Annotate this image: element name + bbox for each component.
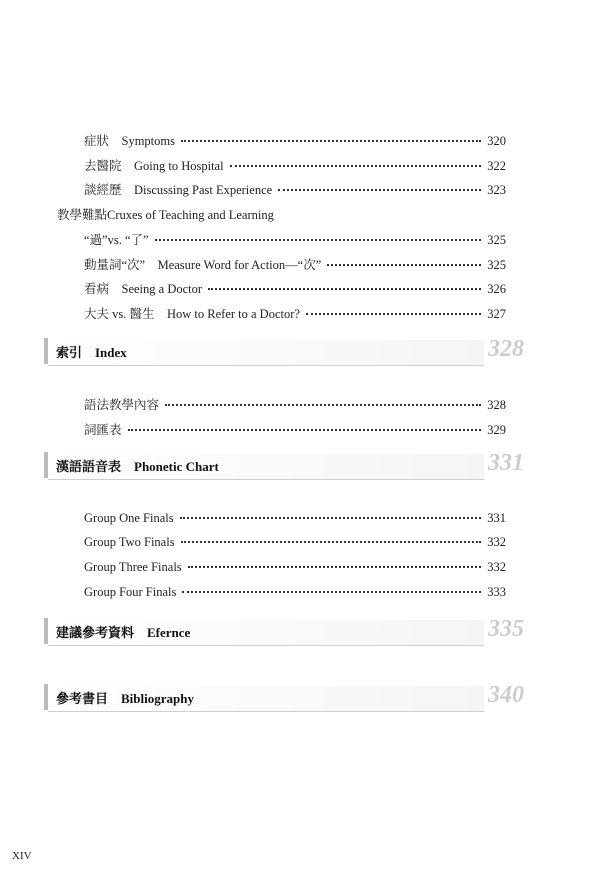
toc-entry-title: 症狀 Symptoms <box>84 134 175 148</box>
dot-leader <box>165 404 481 406</box>
toc-entry-page: 333 <box>487 585 506 599</box>
section-page: 328 <box>488 336 524 362</box>
toc-entry-title: Group Two Finals <box>84 535 175 549</box>
toc-entry-page: 322 <box>487 159 506 173</box>
dot-leader <box>155 239 482 241</box>
toc-entry <box>84 255 506 273</box>
dot-leader <box>128 429 482 431</box>
toc-entry-page: 328 <box>487 398 506 412</box>
dot-leader <box>182 591 481 593</box>
toc-entry <box>84 585 506 603</box>
toc-entry <box>84 420 506 438</box>
section-bar <box>44 452 48 478</box>
toc-entry-page: 325 <box>487 258 506 272</box>
section-page: 340 <box>488 682 524 708</box>
toc-entry-page: 331 <box>487 511 506 525</box>
toc-entry-page: 326 <box>487 282 506 296</box>
toc-entry-title: Group Four Finals <box>84 585 177 599</box>
dot-leader <box>188 566 482 568</box>
toc-entry-title: Group One Finals <box>84 511 174 525</box>
toc-entry <box>84 535 506 553</box>
section-label: 建議參考資料 Efernce <box>56 625 191 640</box>
section-label: 參考書目 Bibliography <box>56 691 194 706</box>
section-heading-phonetic-chart <box>44 450 524 480</box>
section-page: 331 <box>488 450 524 476</box>
section-heading-bibliography <box>44 682 524 712</box>
toc-entry <box>84 395 506 413</box>
section-heading-references <box>44 616 524 646</box>
section-rule <box>48 711 484 712</box>
section-bar <box>44 618 48 644</box>
page-folio: XIV <box>12 850 32 862</box>
section-heading-index <box>44 336 524 366</box>
toc-entry-page: 327 <box>487 307 506 321</box>
toc-entry-page: 332 <box>487 535 506 549</box>
toc-entry-title: 看病 Seeing a Doctor <box>84 282 203 296</box>
section-rule <box>48 645 484 646</box>
toc-entry-page: 325 <box>487 233 506 247</box>
dot-leader <box>327 264 481 266</box>
toc-entry-title: 動量詞“次” Measure Word for Action—“次” <box>84 258 322 272</box>
toc-entry <box>84 279 506 297</box>
toc-entry-page: 323 <box>487 183 506 197</box>
section-bar <box>44 684 48 710</box>
toc-entry <box>84 560 506 578</box>
toc-entry-title: “過”vs. “了” <box>84 233 149 247</box>
dot-leader <box>306 313 481 315</box>
toc-entry <box>84 180 506 198</box>
dot-leader <box>181 541 482 543</box>
dot-leader <box>208 288 481 290</box>
toc-entry-title: 去醫院 Going to Hospital <box>84 159 224 173</box>
toc-entry <box>84 511 506 529</box>
toc-entry <box>84 304 506 322</box>
toc-subheading: 教學難點Cruxes of Teaching and Learning <box>57 208 274 222</box>
toc-entry-title: 談經歷 Discussing Past Experience <box>84 183 273 197</box>
toc-entry <box>84 156 506 174</box>
section-rule <box>48 365 484 366</box>
dot-leader <box>181 140 481 142</box>
dot-leader <box>180 517 482 519</box>
toc-entry-title: 語法教學內容 <box>84 398 160 412</box>
toc-entry <box>84 230 506 248</box>
toc-entry-page: 329 <box>487 423 506 437</box>
section-bar <box>44 338 48 364</box>
section-label: 索引 Index <box>56 345 127 360</box>
toc-entry-title: Group Three Finals <box>84 560 182 574</box>
toc-entry-page: 332 <box>487 560 506 574</box>
toc-entry-title: 詞匯表 <box>84 423 122 437</box>
toc-entry-page: 320 <box>487 134 506 148</box>
dot-leader <box>278 189 481 191</box>
section-rule <box>48 479 484 480</box>
section-label: 漢語語音表 Phonetic Chart <box>56 459 219 474</box>
toc-entry <box>84 131 506 149</box>
section-page: 335 <box>488 616 524 642</box>
dot-leader <box>230 165 482 167</box>
toc-entry-title: 大夫 vs. 醫生 How to Refer to a Doctor? <box>84 307 300 321</box>
